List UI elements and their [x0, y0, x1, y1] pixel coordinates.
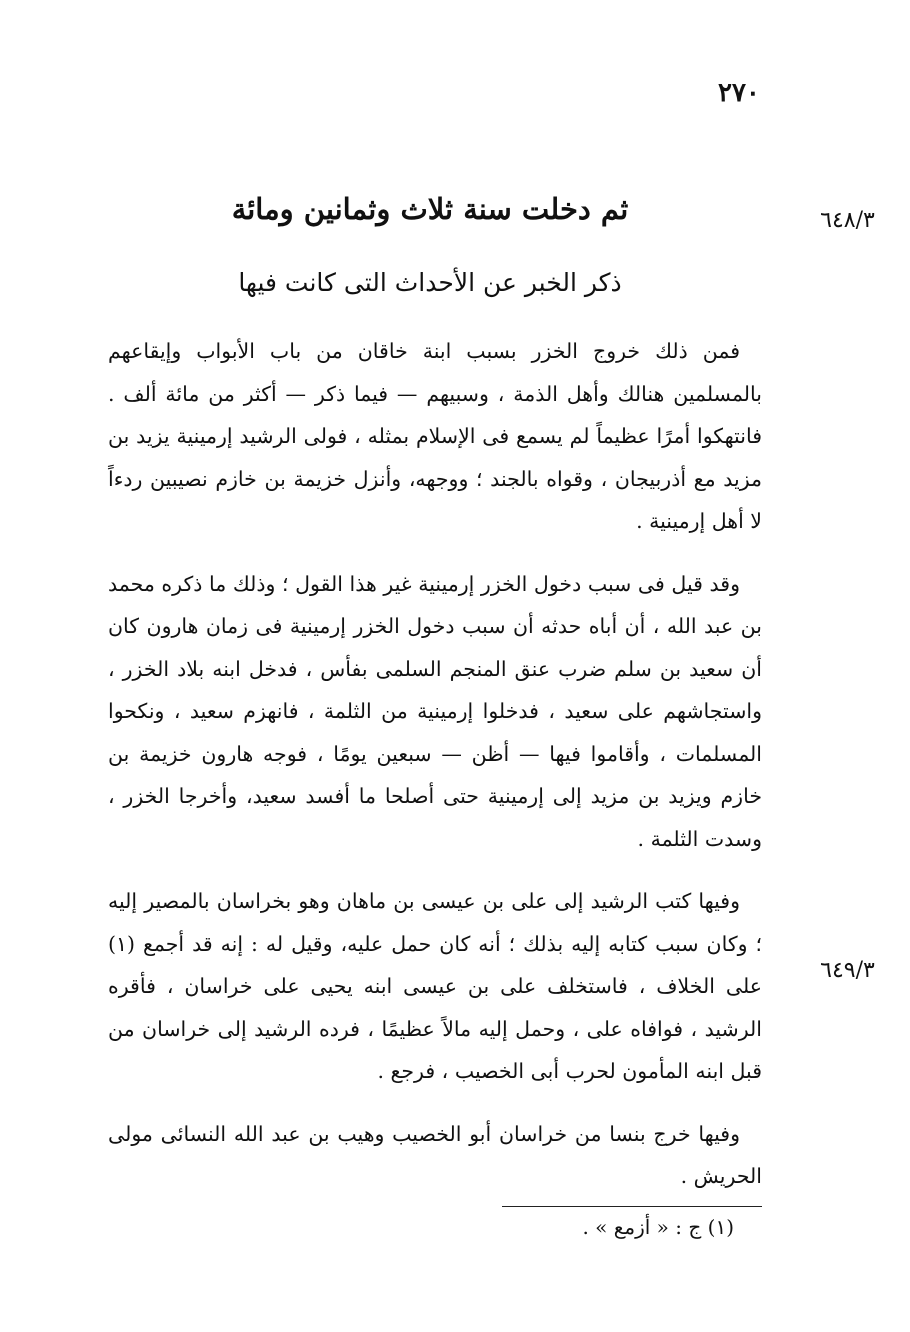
- footnote-divider: [502, 1206, 762, 1207]
- paragraph: فمن ذلك خروج الخزر بسبب ابنة خاقان من باب الأبواب وإيقاعهم بالمسلمين هنالك وأهل الذمة ، وسبيهم — فيما ذكر — أكثر من مائة ألف . فانتهكوا أمرًا عظيماً لم يسمع فى الإسلام بمثله ، فولى الرشيد إرمينية يزيد بن مزيد مع أذربيجان ، وقواه بالجند ؛ ووجهه، وأنزل خزيمة بن خازم نصيبين ردءاً لا أهل إرمينية .: [108, 339, 762, 533]
- page-number: ٢٧٠: [718, 78, 760, 108]
- paragraph: وفيها خرج بنسا من خراسان أبو الخصيب وهيب بن عبد الله النسائى مولى الحريش .: [108, 1121, 762, 1188]
- chapter-title: ثم دخلت سنة ثلاث وثمانين ومائة: [231, 192, 629, 226]
- paragraph: وقد قيل فى سبب دخول الخزر إرمينية غير هذا القول ؛ وذلك ما ذكره محمد بن عبد الله ، أن أباه حدثه أن سبب دخول الخزر إرمينية فى زمان هارون كان أن سعيد بن سلم ضرب عنق المنجم السلمى بفأس ، فدخل ابنه بلاد الخزر ، واستجاشهم على سعيد ، فدخلوا إرمينية من الثلمة ، فانهزم سعيد ، ونكحوا المسلمات ، وأقاموا فيها — أظن — سبعين يومًا ، فوجه هارون خزيمة بن خازم ويزيد بن مزيد إلى إرمينية حتى أصلحا ما أفسد سعيد، وأخرجا الخزر ، وسدت الثلمة .: [108, 571, 762, 851]
- section-subtitle: ذكر الخبر عن الأحداث التى كانت فيها: [238, 268, 622, 297]
- main-text: [108, 330, 762, 1218]
- paragraph: وفيها كتب الرشيد إلى على بن عيسى بن ماهان وهو بخراسان بالمصير إليه ؛ وكان سبب كتابه إليه بذلك ؛ أنه كان حمل عليه، وقيل له : إنه قد أجمع (١) على الخلاف ، فاستخلف على بن عيسى ابنه يحيى على خراسان ، فأقره الرشيد ، فوافاه على ، وحمل إليه مالاً عظيمًا ، فرده الرشيد إلى خراسان من قبل ابنه المأمون لحرب أبى الخصيب ، فرجع .: [108, 889, 762, 1083]
- margin-reference: ٦٤٨/٣: [820, 208, 875, 233]
- margin-reference: ٦٤٩/٣: [820, 958, 875, 983]
- footnote: (١) ج : « أزمع » .: [582, 1215, 734, 1239]
